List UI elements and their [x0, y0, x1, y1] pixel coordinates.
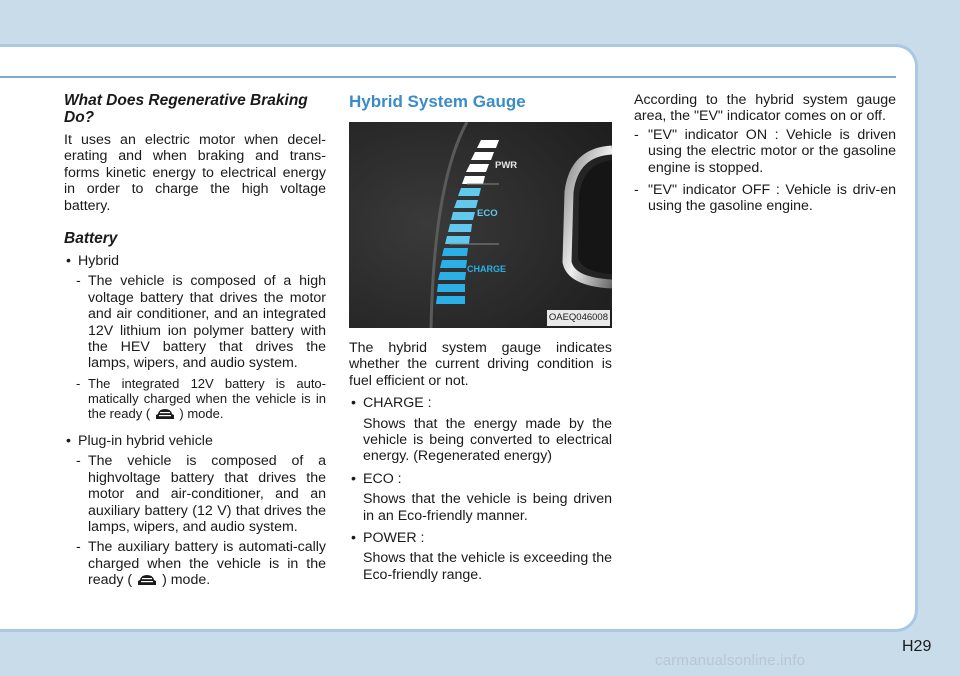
charge-bullet: [349, 395, 612, 411]
ev-indicator-on: [634, 127, 896, 176]
dash-marker: -: [76, 453, 81, 470]
plugin-label: Plug-in hybrid vehicle: [78, 432, 213, 449]
dash-marker: -: [76, 273, 81, 290]
plugin-item-1-text: The vehicle is composed of a highvoltage battery that drives the motor and air-conditioner, and an auxiliary battery (12 V) that drives the lamps, wipers, and audio system.: [88, 453, 326, 535]
eco-bullet: [349, 471, 612, 487]
hybrid-item-1: [64, 273, 326, 371]
hybrid-item-1-text: The vehicle is composed of a high voltage battery that drives the motor and air conditioner, and an integrated 12V lithium ion polymer battery with the HEV battery that drives the lamps, wipers, and audio system.: [88, 273, 326, 372]
charge-text: Shows that the energy made by the vehicle is being converted to electrical energy. (Regenerated energy): [363, 415, 612, 465]
hybrid-item-2: [64, 376, 326, 421]
hybrid-label: Hybrid: [78, 253, 119, 270]
ev-indicator-off-text: "EV" indicator OFF : Vehicle is driv-en using the gasoline engine.: [648, 182, 896, 215]
ev-indicator-on-text: "EV" indicator ON : Vehicle is driven using the electric motor or the gasoline engine is stopped.: [648, 126, 896, 176]
plugin-item-2: [64, 539, 326, 588]
charge-label: CHARGE :: [363, 395, 432, 412]
dash-marker: -: [634, 182, 639, 199]
page-number: H29: [902, 638, 932, 655]
plugin-item-2-text-b: ) mode.: [162, 572, 211, 589]
plugin-bullet: [64, 433, 326, 449]
hybrid-bullet: [64, 253, 326, 269]
battery-heading: Battery: [64, 230, 118, 248]
regenerative-braking-intro: It uses an electric motor when decel-erating and when braking and trans-forms kinetic energy to electrical energy in order to charge the high voltage battery.: [64, 132, 326, 214]
hybrid-gauge-heading: Hybrid System Gauge: [349, 92, 526, 111]
image-code: OAEQ046008: [547, 310, 610, 326]
column-middle: [349, 92, 612, 583]
ready-car-icon: [154, 407, 176, 421]
gauge-label-eco: ECO: [477, 208, 498, 219]
column-left: [64, 92, 326, 589]
hybrid-gauge-illustration: [349, 122, 612, 328]
ready-car-icon: [136, 573, 158, 587]
gauge-label-charge: CHARGE: [467, 264, 507, 274]
power-text: Shows that the vehicle is exceeding the Eco-friendly range.: [363, 550, 612, 583]
hybrid-item-2-text-a: The integrated 12V battery is auto-matically charged when the vehicle is in the ready (: [88, 375, 326, 421]
gauge-label-pwr: PWR: [495, 160, 518, 171]
plugin-item-2-text-a: The auxiliary battery is automati-cally charged when the vehicle is in the ready (: [88, 539, 326, 589]
hybrid-gauge-image: [349, 122, 612, 328]
plugin-item-1: [64, 453, 326, 535]
eco-text: Shows that the vehicle is being driven in an Eco-friendly manner.: [363, 491, 612, 524]
ev-indicator-intro: According to the hybrid system gauge area, the "EV" indicator comes on or off.: [634, 92, 896, 125]
regenerative-braking-heading: What Does Regenerative Braking Do?: [64, 92, 308, 126]
dash-marker: -: [76, 375, 81, 391]
ev-indicator-off: [634, 182, 896, 215]
dash-marker: -: [634, 126, 639, 143]
gauge-description: The hybrid system gauge indicates whether the current driving condition is fuel efficient or not.: [349, 340, 612, 389]
hybrid-item-2-text-b: ) mode.: [179, 405, 224, 421]
watermark: carmanualsonline.info: [655, 652, 806, 669]
column-right: [634, 92, 896, 215]
power-bullet: [349, 530, 612, 546]
dash-marker: -: [76, 539, 81, 556]
header-rule: [0, 76, 896, 78]
power-label: POWER :: [363, 530, 425, 547]
eco-label: ECO :: [363, 470, 402, 487]
